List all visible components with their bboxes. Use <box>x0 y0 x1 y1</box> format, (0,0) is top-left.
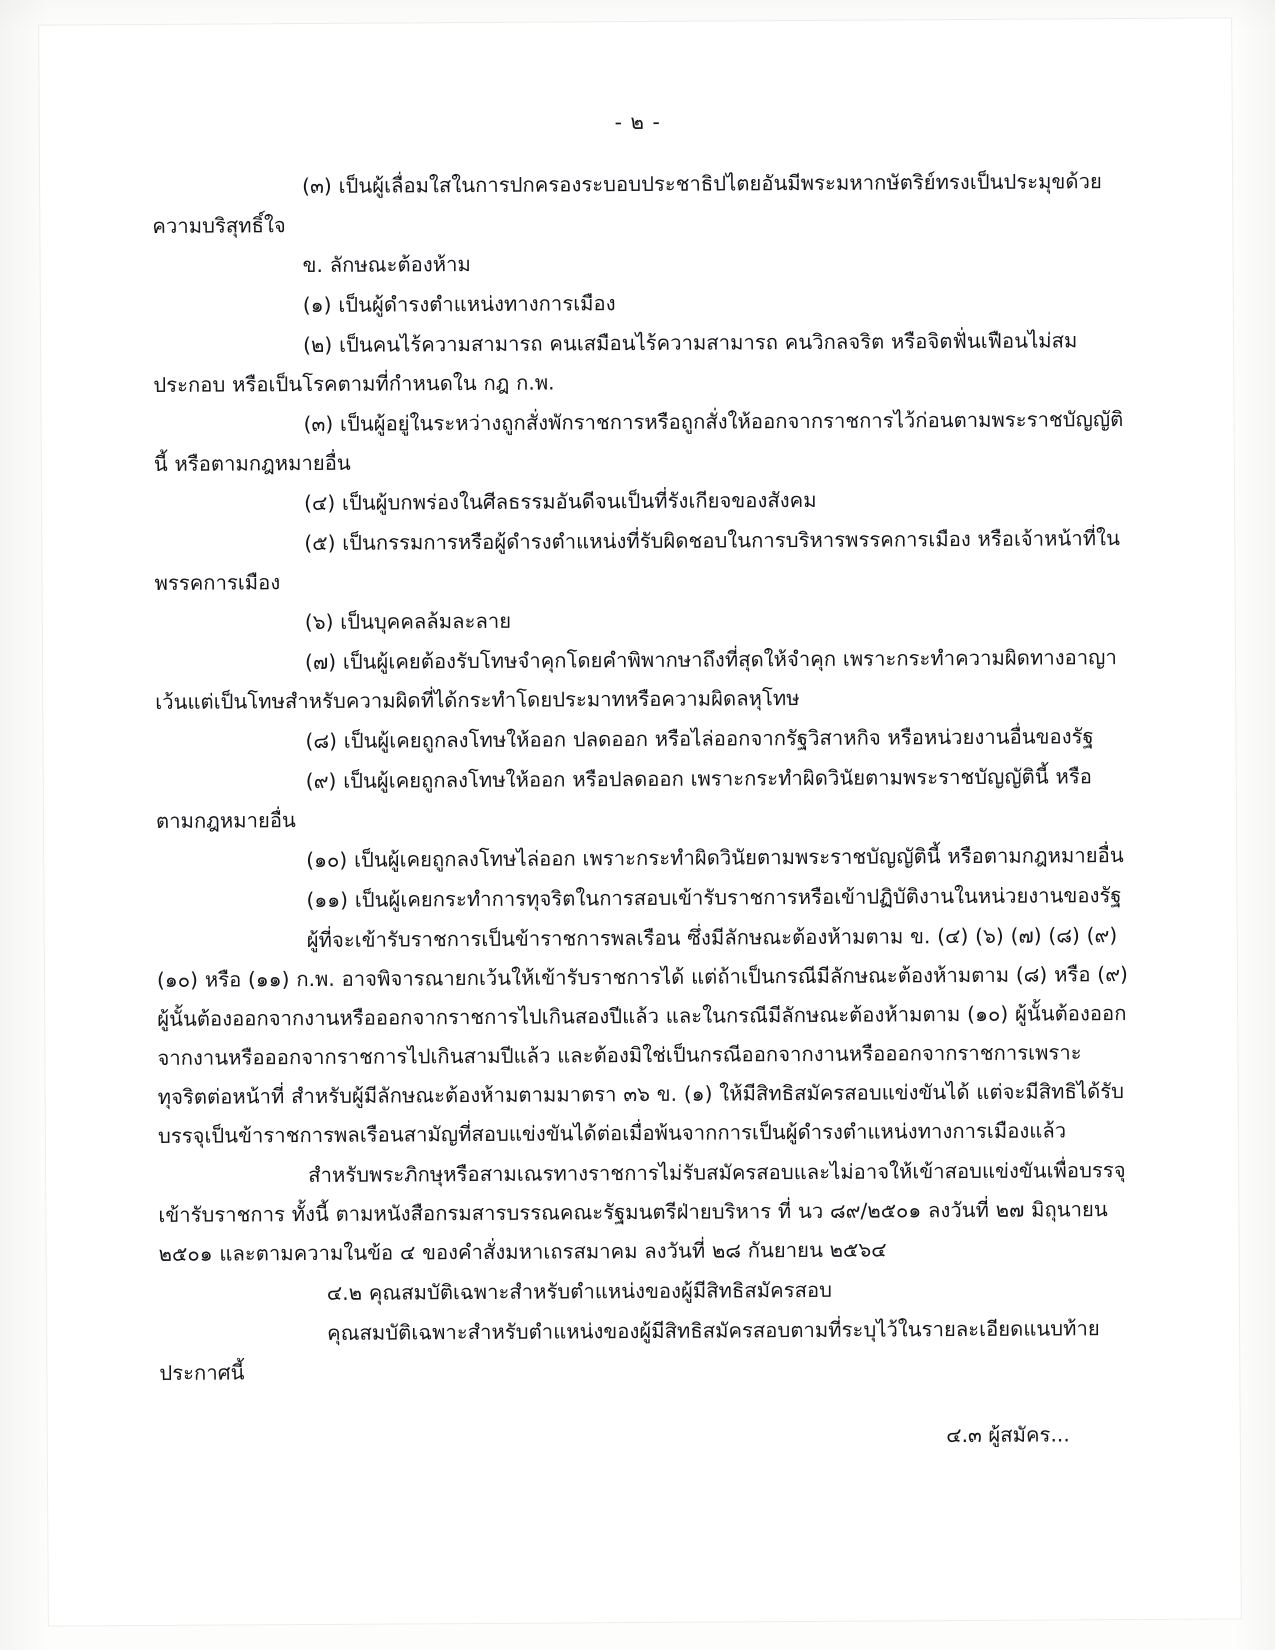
section-heading-prohibited-characteristics: ข. ลักษณะต้องห้าม <box>302 252 471 278</box>
scanned-paper-sheet <box>39 18 1241 1625</box>
paragraph-b5: (๕) เป็นกรรมการหรือผู้ดำรงตำแหน่งที่รับผิดชอบในการบริหารพรรคการเมือง หรือเจ้าหน้าที่ในพรรคการเมือง <box>154 526 1120 595</box>
paragraph-b11: (๑๑) เป็นผู้เคยกระทำการทุจริตในการสอบเข้ารับราชการหรือเข้าปฏิบัติงานในหน่วยงานของรัฐ <box>306 883 1122 913</box>
paragraph-b10: (๑๐) เป็นผู้เคยถูกลงโทษไล่ออก เพราะกระทำผิดวินัยตามพระราชบัญญัตินี้ หรือตามกฎหมายอื่น <box>306 843 1124 873</box>
paragraph-b3: (๓) เป็นผู้อยู่ในระหว่างถูกสั่งพักราชการหรือถูกสั่งให้ออกจากราชการไว้ก่อนตามพระราชบัญญัตินี้ หรือตามกฎหมายอื่น <box>153 407 1124 476</box>
paragraph-b2: (๒) เป็นคนไร้ความสามารถ คนเสมือนไร้ความสามารถ คนวิกลจริต หรือจิตฟั่นเฟือนไม่สมประกอบ หรือเป็นโรคตามที่กำหนดใน กฎ ก.พ. <box>153 328 1078 397</box>
page-number: - ๒ - <box>614 109 661 135</box>
document-content <box>39 18 1241 1625</box>
paragraph-a3: (๓) เป็นผู้เลื่อมใสในการปกครองระบอบประชาธิปไตยอันมีพระมหากษัตริย์ทรงเป็นประมุขด้วยความบริสุทธิ์ใจ <box>152 169 1102 238</box>
continuation-note: ๔.๓ ผู้สมัคร... <box>946 1422 1070 1448</box>
paragraph-b7: (๗) เป็นผู้เคยต้องรับโทษจำคุกโดยคำพิพากษาถึงที่สุดให้จำคุก เพราะกระทำความผิดทางอาญา เว้นแต่เป็นโทษสำหรับความผิดที่ได้กระทำโดยประมาทหรือความผิดลหุโทษ <box>155 645 1117 714</box>
paragraph-monk-restriction: สำหรับพระภิกษุหรือสามเณรทางราชการไม่รับสมัครสอบและไม่อาจให้เข้าสอบแข่งขันเพื่อบรรจุเข้ารับราชการ ทั้งนี้ ตามหนังสือกรมสารบรรณคณะรัฐมนตรีฝ่ายบริหาร ที่ นว ๘๙/๒๕๐๑ ลงวันที่ ๒๗ มิถุนายน ๒๕๐๑ และตามความในข้อ ๔ ของคำสั่งมหาเถรสมาคม ลงวันที่ ๒๘ กันยายน ๒๕๖๔ <box>158 1158 1126 1266</box>
paragraph-b4: (๔) เป็นผู้บกพร่องในศีลธรรมอันดีจนเป็นที่รังเกียจของสังคม <box>303 487 817 516</box>
paragraph-exemption-summary: ผู้ที่จะเข้ารับราชการเป็นข้าราชการพลเรือน ซึ่งมีลักษณะต้องห้ามตาม ข. (๔) (๖) (๗) (๘) (๙) (๑๐) หรือ (๑๑) ก.พ. อาจพิจารณายกเว้นให้เข้ารับราชการได้ แต่ถ้าเป็นกรณีมีลักษณะต้องห้ามตาม (๘) หรือ (๙) ผู้นั้นต้องออกจากงานหรือออกจากราชการไปเกินสองปีแล้ว และในกรณีมีลักษณะต้องห้ามตาม (๑๐) ผู้นั้นต้องออกจากงานหรือออกจากราชการไปเกินสามปีแล้ว และต้องมิใช่เป็นกรณีออกจากงานหรือออกจากราชการเพราะทุจริตต่อหน้าที่ สำหรับผู้มีลักษณะต้องห้ามตามมาตรา ๓๖ ข. (๑) ให้มีสิทธิสมัครสอบแข่งขันได้ แต่จะมีสิทธิได้รับบรรจุเป็นข้าราชการพลเรือนสามัญที่สอบแข่งขันได้ต่อเมื่อพ้นจากการเป็นผู้ดำรงตำแหน่งทางการเมืองแล้ว <box>156 923 1128 1148</box>
paragraph-b6: (๖) เป็นบุคคลล้มละลาย <box>304 608 512 635</box>
paragraph-b8: (๘) เป็นผู้เคยถูกลงโทษให้ออก ปลดออก หรือไล่ออกจากรัฐวิสาหกิจ หรือหน่วยงานอื่นของรัฐ <box>305 724 1094 754</box>
paragraph-b1: (๑) เป็นผู้ดำรงตำแหน่งทางการเมือง <box>302 291 616 318</box>
paragraph-section-4-2-detail: คุณสมบัติเฉพาะสำหรับตำแหน่งของผู้มีสิทธิสมัครสอบตามที่ระบุไว้ในรายละเอียดแนบท้ายประกาศนี้ <box>159 1316 1100 1385</box>
paragraph-b9: (๙) เป็นผู้เคยถูกลงโทษให้ออก หรือปลดออก เพราะกระทำผิดวินัยตามพระราชบัญญัตินี้ หรือตามกฎหมายอื่น <box>155 764 1092 833</box>
paragraph-section-4-2: ๔.๒ คุณสมบัติเฉพาะสำหรับตำแหน่งของผู้มีสิทธิสมัครสอบ <box>326 1277 833 1305</box>
